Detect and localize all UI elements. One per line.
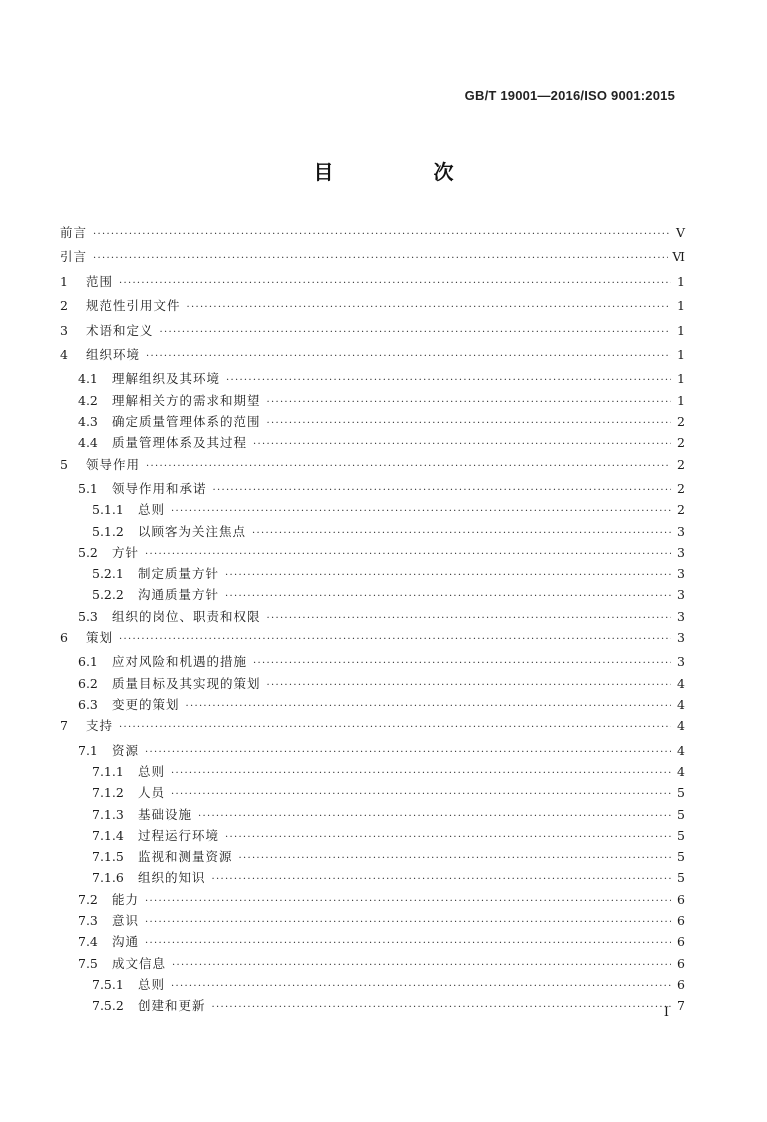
toc-entry-page: 1 bbox=[677, 322, 685, 338]
toc-entry[interactable] bbox=[60, 247, 685, 271]
toc-entry-title: 总则 bbox=[138, 502, 166, 518]
toc-entry-title: 策划 bbox=[86, 630, 114, 645]
toc-entry-title: 沟通 bbox=[112, 934, 140, 950]
table-of-contents bbox=[60, 223, 685, 1018]
toc-entry-page: 3 bbox=[677, 523, 685, 539]
toc-entry-page: 1 bbox=[677, 346, 685, 362]
standard-code: GB/T 19001—2016/ISO 9001:2015 bbox=[464, 88, 675, 103]
toc-entry-number: 7.1.4 bbox=[92, 827, 124, 843]
toc-entry[interactable] bbox=[60, 369, 685, 390]
toc-entry[interactable] bbox=[60, 345, 685, 369]
toc-entry-page: 4 bbox=[677, 675, 685, 691]
toc-entry-title: 术语和定义 bbox=[86, 322, 154, 338]
toc-entry[interactable] bbox=[60, 975, 685, 996]
toc-leader-dots bbox=[145, 896, 671, 907]
toc-entry-page: 4 bbox=[677, 742, 685, 758]
toc-entry[interactable] bbox=[60, 433, 685, 454]
toc-entry[interactable] bbox=[60, 826, 685, 847]
toc-leader-dots bbox=[171, 506, 671, 517]
toc-entry-page: 5 bbox=[677, 806, 685, 822]
toc-entry-title: 前言 bbox=[60, 225, 88, 240]
toc-leader-dots bbox=[145, 917, 671, 928]
toc-leader-dots bbox=[146, 351, 671, 362]
toc-entry-title: 总则 bbox=[138, 763, 166, 779]
toc-entry-page: 3 bbox=[677, 630, 685, 645]
toc-leader-dots bbox=[213, 485, 671, 496]
toc-entry-page: 6 bbox=[677, 955, 685, 971]
toc-entry-page: 2 bbox=[677, 456, 685, 472]
toc-leader-dots bbox=[160, 327, 671, 338]
toc-entry-page: 6 bbox=[677, 934, 685, 950]
toc-entry[interactable] bbox=[60, 954, 685, 975]
toc-entry-title: 应对风险和机遇的措施 bbox=[112, 654, 248, 670]
toc-entry-page: 4 bbox=[677, 718, 685, 734]
toc-entry-page: 3 bbox=[677, 566, 685, 582]
toc-entry-title: 成文信息 bbox=[112, 955, 167, 971]
toc-leader-dots bbox=[93, 229, 671, 240]
toc-leader-dots bbox=[93, 253, 668, 264]
toc-entry-page: Ⅵ bbox=[672, 249, 685, 265]
toc-leader-dots bbox=[239, 853, 671, 864]
toc-entry-number: 7.1.1 bbox=[92, 763, 124, 779]
toc-leader-dots bbox=[119, 722, 671, 733]
toc-entry-number: 7.1.6 bbox=[92, 870, 124, 886]
toc-leader-dots bbox=[145, 747, 671, 758]
toc-entry-page: 6 bbox=[677, 913, 685, 929]
toc-leader-dots bbox=[212, 874, 671, 885]
toc-entry-title: 意识 bbox=[112, 913, 140, 929]
toc-entry-title: 组织的知识 bbox=[138, 870, 206, 886]
toc-entry-page: 2 bbox=[677, 435, 685, 451]
toc-entry[interactable] bbox=[60, 783, 685, 804]
toc-entry-title: 理解组织及其环境 bbox=[112, 371, 221, 387]
toc-entry-title: 理解相关方的需求和期望 bbox=[112, 392, 261, 408]
toc-entry-number: 4.4 bbox=[78, 435, 98, 451]
toc-entry[interactable] bbox=[60, 628, 685, 652]
toc-entry-number: 7.1.5 bbox=[92, 849, 124, 865]
toc-entry-number: 6.1 bbox=[78, 654, 98, 670]
toc-entry-title: 监视和测量资源 bbox=[138, 849, 233, 865]
toc-entry-page: 1 bbox=[677, 392, 685, 408]
toc-entry[interactable] bbox=[60, 805, 685, 826]
toc-leader-dots bbox=[145, 549, 671, 560]
toc-entry[interactable] bbox=[60, 695, 685, 716]
toc-entry-title: 组织环境 bbox=[86, 346, 141, 362]
toc-entry-number: 5.1.1 bbox=[92, 502, 124, 518]
toc-entry-page: 3 bbox=[677, 608, 685, 624]
toc-entry-page: 5 bbox=[677, 785, 685, 801]
toc-entry-title: 沟通质量方针 bbox=[138, 587, 220, 603]
toc-leader-dots bbox=[145, 938, 671, 949]
toc-entry[interactable] bbox=[60, 911, 685, 932]
toc-leader-dots bbox=[267, 397, 671, 408]
toc-entry[interactable] bbox=[60, 412, 685, 433]
toc-entry-title: 质量管理体系及其过程 bbox=[112, 435, 248, 451]
toc-entry-page: 1 bbox=[677, 298, 685, 314]
toc-entry-page: 2 bbox=[677, 502, 685, 518]
toc-leader-dots bbox=[225, 591, 671, 602]
toc-leader-dots bbox=[252, 528, 671, 539]
toc-entry-page: 4 bbox=[677, 763, 685, 779]
page-title: 目 次 bbox=[313, 160, 494, 184]
toc-entry-number: 7.1.3 bbox=[92, 806, 124, 822]
toc-entry-title: 资源 bbox=[112, 742, 140, 758]
toc-entry-number: 5.3 bbox=[78, 608, 98, 624]
toc-entry-title: 基础设施 bbox=[138, 806, 193, 822]
toc-entry-page: 3 bbox=[677, 544, 685, 560]
toc-entry-number: 7.5 bbox=[78, 955, 98, 971]
toc-entry[interactable] bbox=[60, 868, 685, 889]
toc-entry-page: 7 bbox=[677, 998, 685, 1014]
toc-entry-number: 7.1 bbox=[78, 742, 98, 758]
toc-entry[interactable] bbox=[60, 455, 685, 479]
toc-entry[interactable] bbox=[60, 522, 685, 543]
toc-leader-dots bbox=[146, 461, 671, 472]
toc-entry-title: 组织的岗位、职责和权限 bbox=[112, 608, 261, 624]
toc-entry-title: 变更的策划 bbox=[112, 696, 180, 712]
toc-entry-number: 7.5.1 bbox=[92, 976, 124, 992]
toc-entry[interactable] bbox=[60, 932, 685, 953]
toc-leader-dots bbox=[225, 570, 671, 581]
toc-entry-page: Ⅴ bbox=[675, 225, 685, 240]
toc-entry[interactable] bbox=[60, 741, 685, 762]
toc-entry-page: 3 bbox=[677, 587, 685, 603]
toc-leader-dots bbox=[267, 418, 671, 429]
toc-leader-dots bbox=[198, 811, 671, 822]
toc-entry[interactable] bbox=[60, 564, 685, 585]
toc-entry-page: 1 bbox=[677, 371, 685, 387]
toc-entry-number: 7.5.2 bbox=[92, 998, 124, 1014]
page-number: Ⅰ bbox=[663, 1005, 669, 1020]
toc-entry[interactable] bbox=[60, 391, 685, 412]
toc-entry-page: 2 bbox=[677, 413, 685, 429]
toc-entry-number: 5.2.1 bbox=[92, 566, 124, 582]
toc-entry-title: 总则 bbox=[138, 976, 166, 992]
toc-entry-page: 6 bbox=[677, 976, 685, 992]
toc-entry[interactable] bbox=[60, 543, 685, 564]
toc-leader-dots bbox=[225, 832, 671, 843]
toc-entry[interactable] bbox=[60, 716, 685, 740]
toc-entry-title: 规范性引用文件 bbox=[86, 298, 181, 314]
toc-leader-dots bbox=[253, 439, 671, 450]
toc-entry[interactable] bbox=[60, 996, 685, 1017]
toc-entry[interactable] bbox=[60, 585, 685, 606]
toc-entry-number: 7.3 bbox=[78, 913, 98, 929]
toc-entry-title: 方针 bbox=[112, 544, 140, 560]
toc-entry[interactable] bbox=[60, 847, 685, 868]
toc-entry-number: 4.2 bbox=[78, 392, 98, 408]
toc-entry-number: 5 bbox=[60, 456, 68, 472]
toc-entry-number: 2 bbox=[60, 298, 68, 314]
toc-entry-page: 2 bbox=[677, 480, 685, 496]
toc-entry[interactable] bbox=[60, 607, 685, 628]
toc-entry-number: 4.3 bbox=[78, 413, 98, 429]
toc-leader-dots bbox=[171, 789, 671, 800]
toc-entry-number: 6 bbox=[60, 630, 68, 645]
toc-leader-dots bbox=[187, 302, 671, 313]
toc-leader-dots bbox=[119, 634, 671, 645]
toc-entry-title: 过程运行环境 bbox=[138, 827, 220, 843]
toc-entry-number: 5.2 bbox=[78, 544, 98, 560]
toc-entry-number: 7.1.2 bbox=[92, 785, 124, 801]
toc-leader-dots bbox=[172, 960, 671, 971]
toc-entry-number: 5.1 bbox=[78, 480, 98, 496]
toc-leader-dots bbox=[119, 278, 671, 289]
toc-leader-dots bbox=[171, 981, 671, 992]
toc-entry-title: 领导作用和承诺 bbox=[112, 480, 207, 496]
toc-entry[interactable] bbox=[60, 890, 685, 911]
toc-entry-number: 7 bbox=[60, 718, 68, 734]
toc-entry-title: 能力 bbox=[112, 891, 140, 907]
toc-entry[interactable] bbox=[60, 479, 685, 500]
toc-entry-title: 范围 bbox=[86, 273, 114, 289]
toc-entry-title: 确定质量管理体系的范围 bbox=[112, 413, 261, 429]
toc-entry[interactable] bbox=[60, 272, 685, 296]
toc-entry[interactable] bbox=[60, 674, 685, 695]
toc-entry-title: 支持 bbox=[86, 718, 114, 734]
toc-leader-dots bbox=[226, 375, 671, 386]
toc-entry-page: 6 bbox=[677, 891, 685, 907]
toc-entry-number: 7.2 bbox=[78, 891, 98, 907]
toc-entry[interactable] bbox=[60, 652, 685, 673]
toc-entry[interactable] bbox=[60, 296, 685, 320]
toc-leader-dots bbox=[186, 701, 671, 712]
toc-entry-title: 制定质量方针 bbox=[138, 566, 220, 582]
toc-entry[interactable] bbox=[60, 223, 685, 247]
toc-leader-dots bbox=[267, 680, 671, 691]
toc-entry-page: 5 bbox=[677, 849, 685, 865]
toc-entry-number: 4 bbox=[60, 346, 68, 362]
toc-leader-dots bbox=[171, 768, 671, 779]
toc-entry-number: 6.2 bbox=[78, 675, 98, 691]
toc-entry-title: 创建和更新 bbox=[138, 998, 206, 1014]
toc-entry-number: 6.3 bbox=[78, 696, 98, 712]
toc-entry[interactable] bbox=[60, 762, 685, 783]
toc-entry-number: 4.1 bbox=[78, 371, 98, 387]
toc-entry-number: 5.1.2 bbox=[92, 523, 124, 539]
toc-leader-dots bbox=[253, 658, 671, 669]
toc-entry[interactable] bbox=[60, 500, 685, 521]
toc-entry-number: 5.2.2 bbox=[92, 587, 124, 603]
toc-entry-number: 7.4 bbox=[78, 934, 98, 950]
toc-entry-page: 4 bbox=[677, 696, 685, 712]
toc-entry-title: 引言 bbox=[60, 249, 88, 265]
toc-entry-title: 人员 bbox=[138, 785, 166, 801]
toc-entry-number: 3 bbox=[60, 322, 68, 338]
toc-entry-page: 3 bbox=[677, 654, 685, 670]
toc-entry-title: 以顾客为关注焦点 bbox=[138, 523, 247, 539]
toc-entry-number: 1 bbox=[60, 273, 68, 289]
toc-entry-title: 领导作用 bbox=[86, 456, 141, 472]
toc-entry[interactable] bbox=[60, 321, 685, 345]
toc-entry-page: 1 bbox=[677, 273, 685, 289]
toc-entry-page: 5 bbox=[677, 827, 685, 843]
toc-entry-title: 质量目标及其实现的策划 bbox=[112, 675, 261, 691]
toc-leader-dots bbox=[212, 1002, 671, 1013]
toc-leader-dots bbox=[267, 613, 671, 624]
toc-entry-page: 5 bbox=[677, 870, 685, 886]
